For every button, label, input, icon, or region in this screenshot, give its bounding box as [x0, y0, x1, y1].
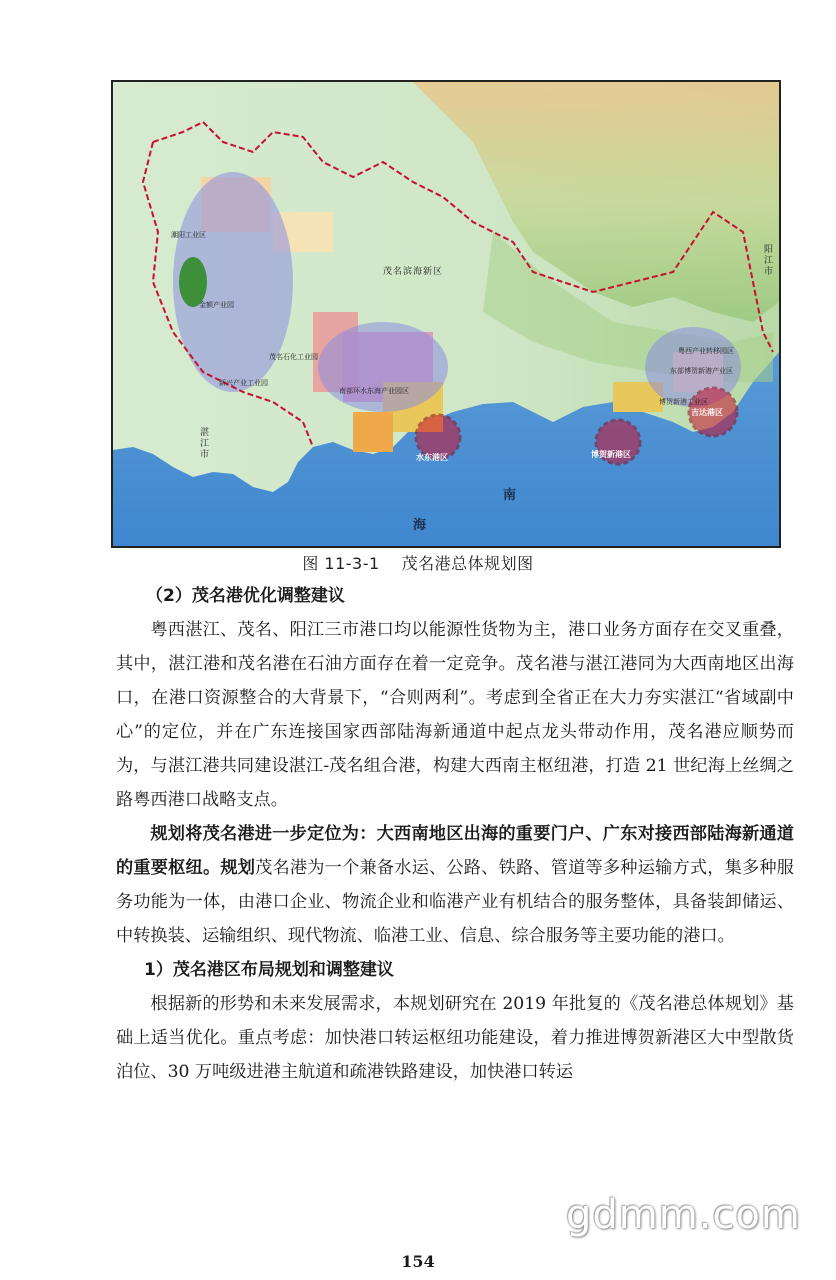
label-coastal-new-area: 茂名滨海新区: [383, 267, 444, 277]
label-zone-6: 粤西产业转移园区: [678, 347, 734, 355]
label-zone-5: 南部环水东海产业园区: [339, 387, 409, 395]
paragraph-1: 粤西湛江、茂名、阳江三市港口均以能源性货物为主，港口业务方面存在交叉重叠，其中，湛江港和茂名港在石油方面存在着一定竞争。茂名港与湛江港同为大西南地区出海口，在港口资源整合的大背景下，“合则两利”。考虑到全省正在大力夯实湛江“省域副中心”的定位，并在广东连接国家西部陆海新通道中起点龙头带动作用，茂名港应顺势而为，与湛江港共同建设湛江-茂名组合港，构建大西南主枢纽港，打造 21 世纪海上丝绸之路粤西港口战略支点。: [116, 620, 794, 810]
label-zone-8: 博贺新港工业区: [659, 398, 708, 406]
label-port-bohe: 博贺新港区: [591, 450, 631, 459]
label-zone-2: 金额产业园: [199, 301, 234, 309]
planning-map: [111, 80, 781, 548]
body-text: [116, 579, 794, 1089]
label-zone-1: 潮阳工业区: [171, 231, 206, 239]
section-heading: （2）茂名港优化调整建议: [146, 586, 345, 606]
label-zhanjiang-city: 湛江市: [198, 427, 208, 460]
page-number: 154: [401, 1252, 435, 1271]
map-graphic: [113, 82, 779, 546]
caption-number: 图 11-3-1: [302, 554, 380, 573]
paragraph-2-bold: 规划将茂名港进一步定位为：大西南地区出海的重要门户、广东对接西部陆海新通道的重要枢纽。规划: [116, 824, 794, 878]
watermark: gdmm.com: [566, 1192, 801, 1238]
paragraph-2-rest: 茂名港为一个兼备水运、公路、铁路、管道等多种运输方式，集多种服务功能为一体，由港口企业、物流企业和临港产业有机结合的服务整体，具备装卸储运、中转换装、运输组织、现代物流、临港工业、信息、综合服务等主要功能的港口。: [116, 858, 794, 946]
urban-block: [353, 412, 393, 452]
zone-central: [318, 322, 448, 412]
caption-title: 茂名港总体规划图: [401, 554, 534, 573]
label-port-jida: 吉达港区: [691, 408, 723, 417]
label-sea-nan: 南: [503, 488, 517, 503]
label-port-shuidong: 水东港区: [416, 453, 448, 462]
paragraph-2: [116, 817, 794, 953]
label-sea-hai: 海: [413, 518, 427, 533]
label-zone-4: 新兴产业工业园: [219, 379, 268, 387]
label-zone-3: 茂名石化工业园: [269, 353, 318, 361]
subheading: 1）茂名港区布局规划和调整建议: [144, 960, 394, 980]
figure-caption: [0, 551, 836, 574]
label-zone-7: 东部博贺新港产业区: [670, 367, 733, 375]
label-yangjiang-city: 阳江市: [762, 244, 772, 277]
paragraph-3: 根据新的形势和未来发展需求，本规划研究在 2019 年批复的《茂名港总体规划》基础上适当优化。重点考虑：加快港口转运枢纽功能建设，着力推进博贺新港区大中型散货泊位、30 万吨级进港主航道和疏港铁路建设，加快港口转运: [116, 994, 794, 1082]
